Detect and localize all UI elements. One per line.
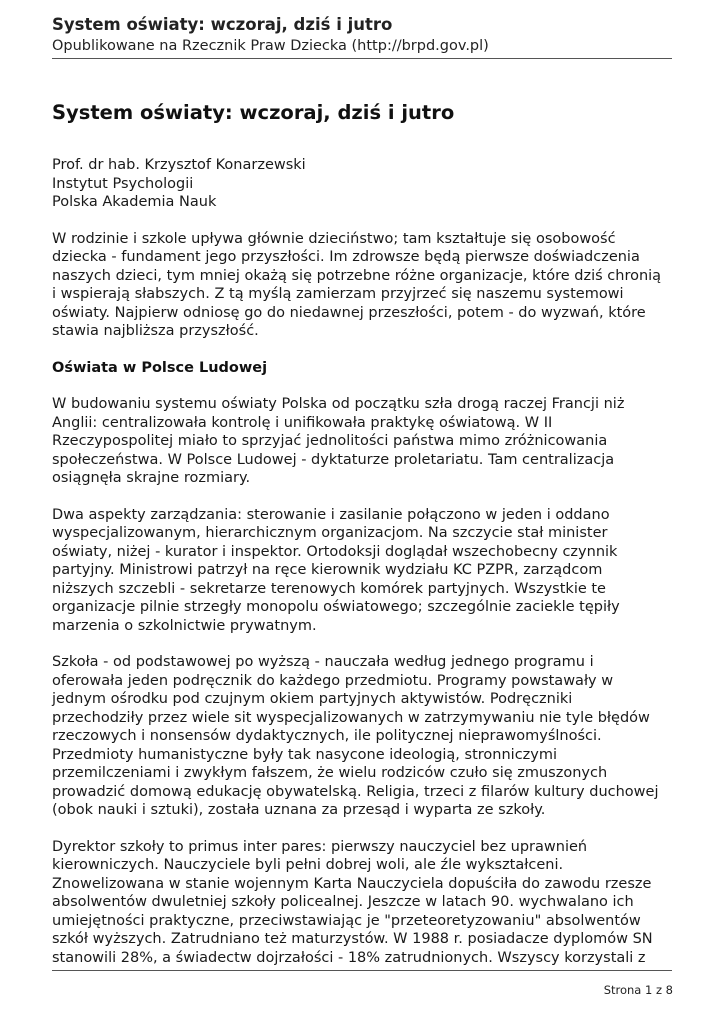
- intro-paragraph: W rodzinie i szkole upływa głównie dzieciństwo; tam kształtuje się osobowość dziecka - fundament jego przyszłości. Im zdrowsze będą pierwsze doświadczenia naszych dzieci, tym mniej okażą się potrzebne różne organizacje, które dziś chronią i wspierają słabszych. Z tą myślą zamierzam przyjrzeć się naszemu systemowi oświaty. Najpierw odniosę go do niedawnej przeszłości, potem - do wyzwań, które stawia najbliższa przyszłość.: [52, 230, 662, 339]
- header-subtitle: Opublikowane na Rzecznik Praw Dziecka (http://brpd.gov.pl): [52, 38, 489, 54]
- document-page: [52, 0, 677, 1024]
- footer-divider: [52, 970, 672, 971]
- body-paragraph: Szkoła - od podstawowej po wyższą - nauczała według jednego programu i oferowała jeden podręcznik do każdego przedmiotu. Programy powstawały w jednym ośrodku pod czujnym okiem partyjnych aktywistów. Podręczniki przechodziły przez wiele sit wyspecjalizowanych w zatrzymywaniu nie tyle błędów rzeczowych i nonsensów dydaktycznych, ile politycznej nieprawomyślności. Przedmioty humanistyczne były tak nasycone ideologią, stronniczymi przemilczeniami i zwykłym fałszem, że wielu rodziców czuło się zmuszonych prowadzić domową edukację obywatelską. Religia, trzeci z filarów kultury duchowej (obok nauki i sztuki), została uznana za przesąd i wyparta ze szkoły.: [52, 654, 659, 818]
- page-header: [52, 14, 677, 56]
- document-content: [52, 98, 677, 985]
- document-title: System oświaty: wczoraj, dziś i jutro: [52, 101, 455, 124]
- header-divider: [52, 58, 672, 59]
- section-heading: Oświata w Polsce Ludowej: [52, 359, 268, 376]
- page-number: Strona 1 z 8: [603, 983, 673, 997]
- author-name: Prof. dr hab. Krzysztof Konarzewski: [52, 157, 306, 173]
- author-block: [52, 156, 677, 212]
- author-institute: Instytut Psychologii: [52, 175, 194, 192]
- header-title: System oświaty: wczoraj, dziś i jutro: [52, 15, 393, 34]
- body-paragraph: Dyrektor szkoły to primus inter pares: pierwszy nauczyciel bez uprawnień kierowniczych. Nauczyciele byli pełni dobrej woli, ale źle wykształceni. Znowelizowana w stanie wojennym Karta Nauczyciela dopuściła do zawodu rzesze absolwentów dwuletniej szkoły policealnej. Jeszcze w latach 90. wychwalano ich umiejętności praktyczne, przeciwstawiając je "przeteoretyzowaniu" absolwentów szkół wyższych. Zatrudniano też maturzystów. W 1988 r. posiadacze dyplomów SN stanowili 28%, a świadectw dojrzałości - 18% zatrudnionych. Wszyscy korzystali z: [52, 838, 653, 966]
- body-paragraph: W budowaniu systemu oświaty Polska od początku szła drogą raczej Francji niż Anglii: centralizowała kontrolę i unifikowała praktykę oświatową. W II Rzeczypospolitej miało to sprzyjać jednolitości państwa mimo zróżnicowania społeczeństwa. W Polsce Ludowej - dyktaturze proletariatu. Tam centralizacja osiągnęła skrajne rozmiary.: [52, 396, 625, 486]
- author-academy: Polska Akademia Nauk: [52, 194, 217, 210]
- body-paragraph: Dwa aspekty zarządzania: sterowanie i zasilanie połączono w jeden i oddano wyspecjalizowanym, hierarchicznym organizacjom. Na szczycie stał minister oświaty, niżej - kurator i inspektor. Ortodoksji doglądał wszechobecny czynnik partyjny. Ministrowi patrzył na ręce kierownik wydziału KC PZPR, zarządcom niższych szczebli - sekretarze terenowych komórek partyjnych. Wszystkie te organizacje pilnie strzegły monopolu oświatowego; szczególnie zaciekle tępiły marzenia o szkolnictwie prywatnym.: [52, 506, 620, 634]
